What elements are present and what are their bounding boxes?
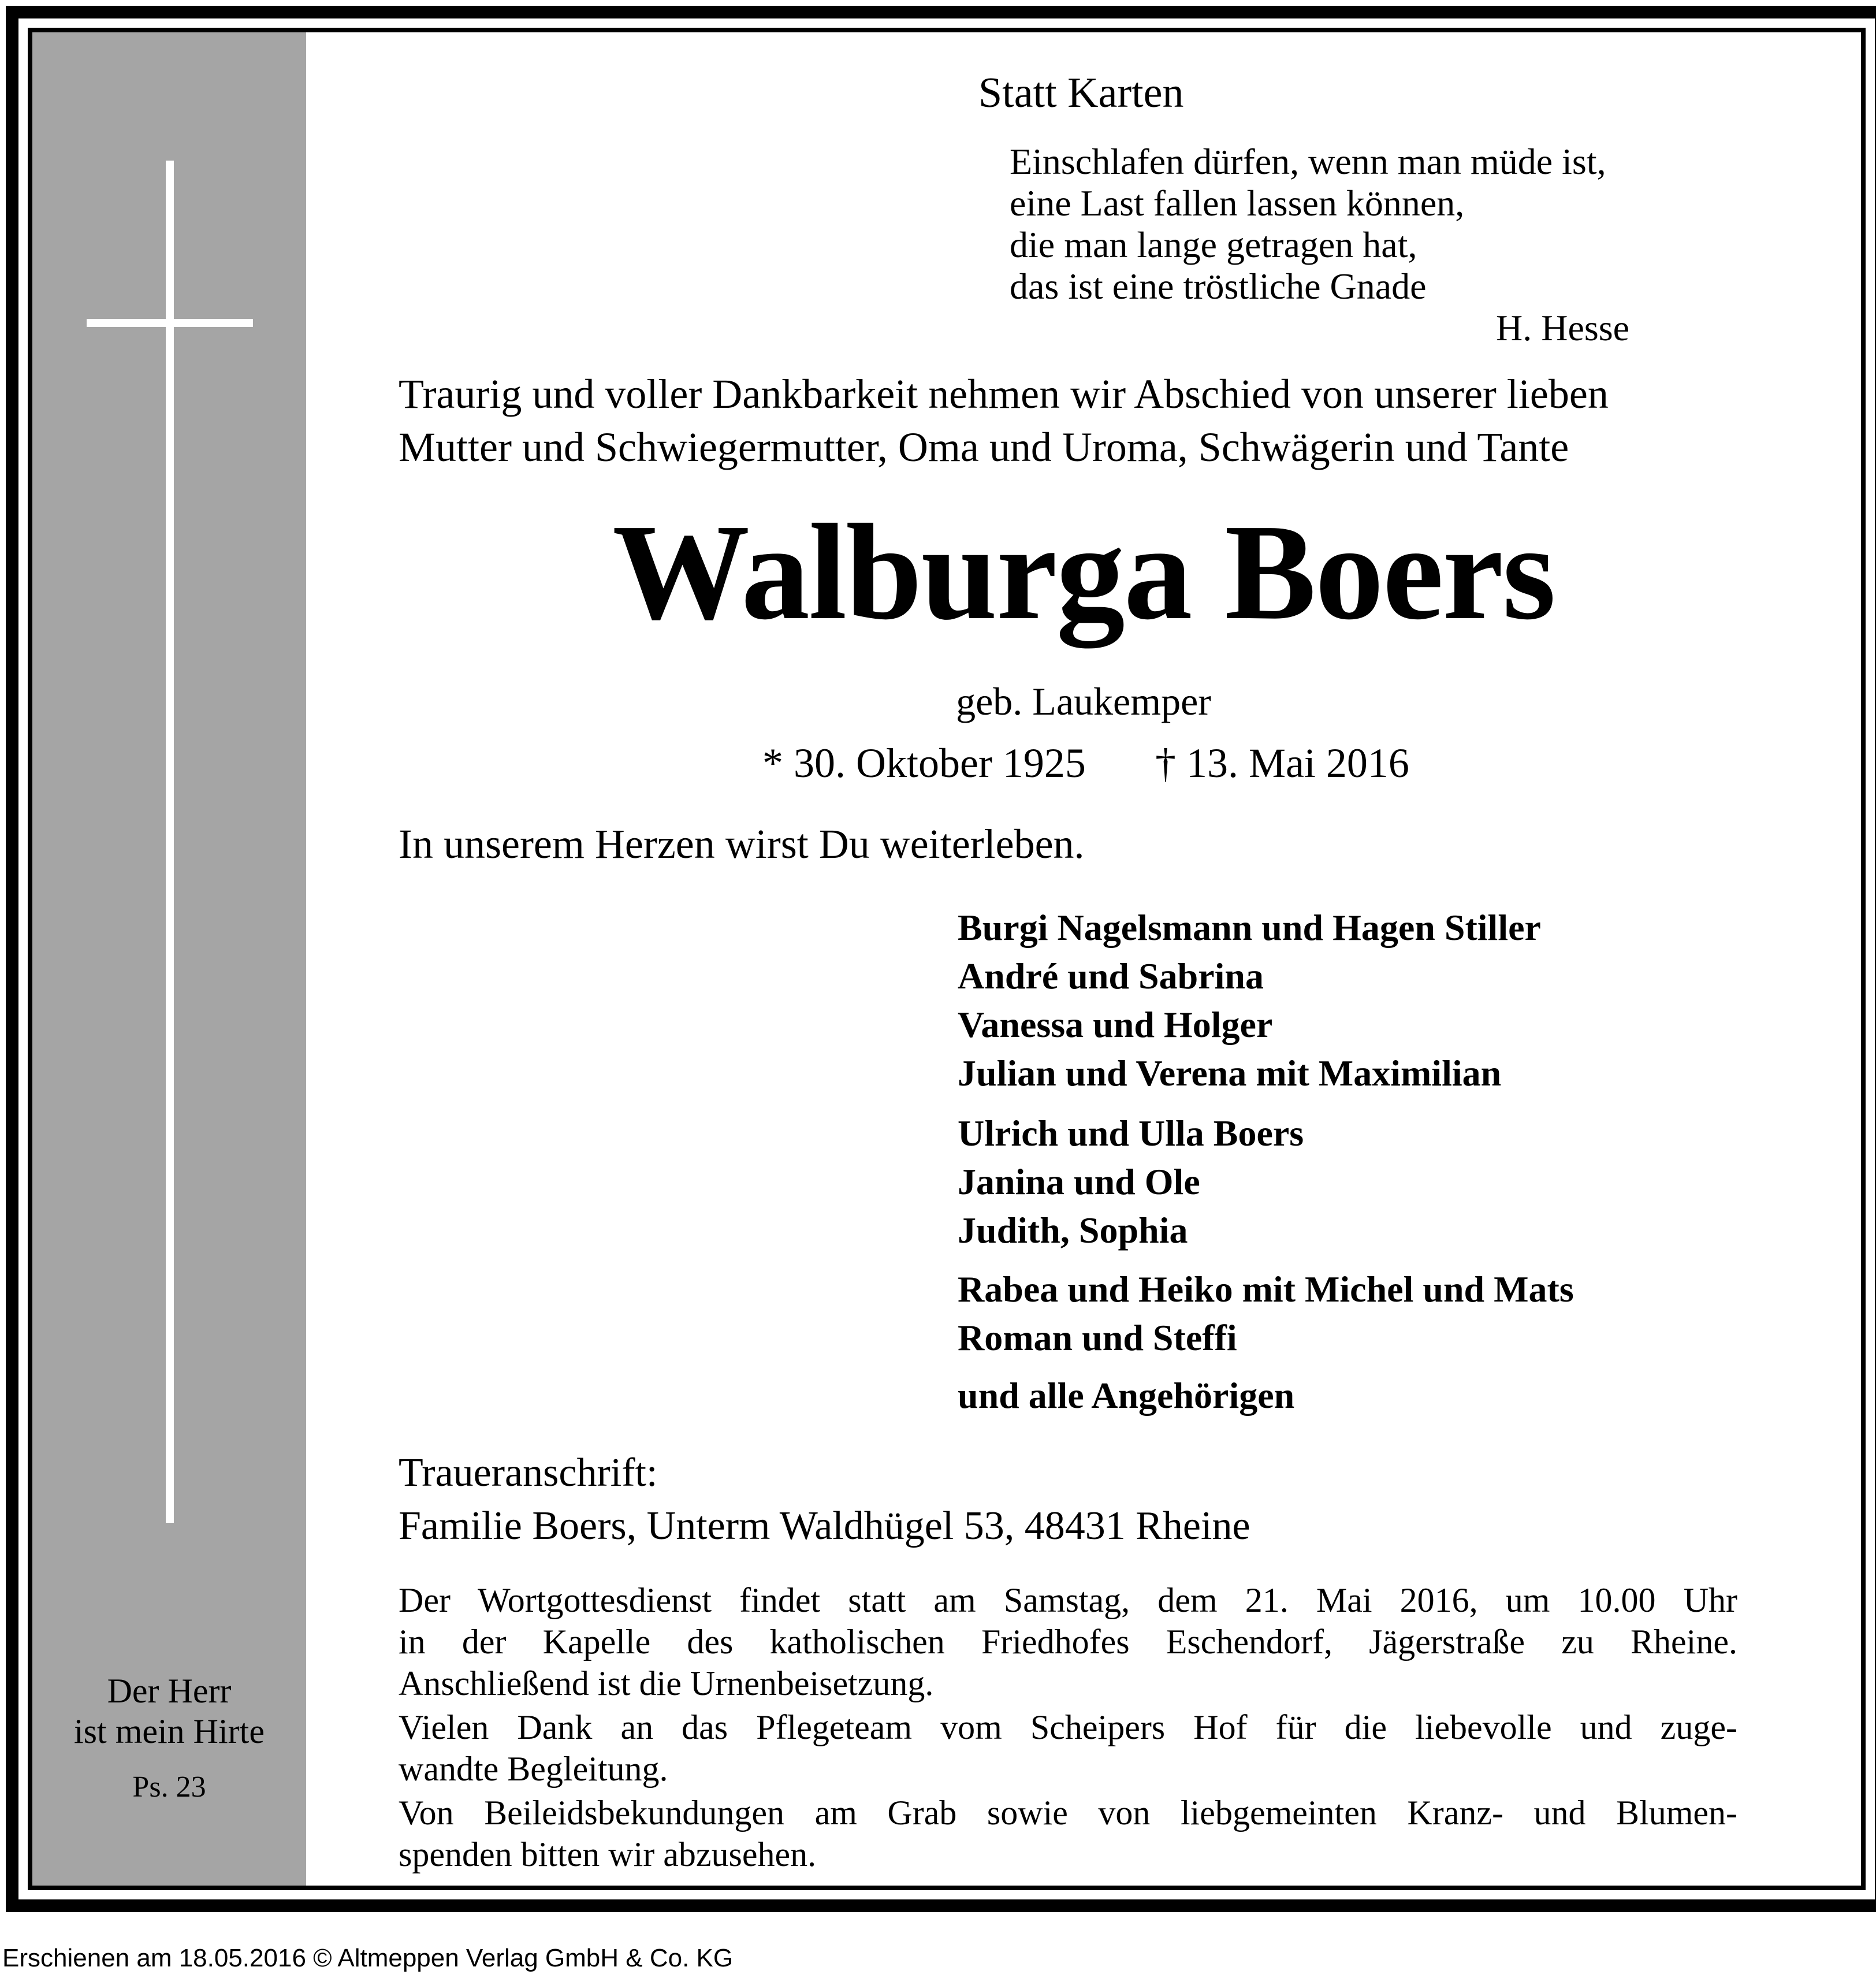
thanks-line: Vielen Dank an das Pflegeteam vom Scheipers Hof für die liebevolle und zuge- (399, 1708, 1737, 1746)
sidebar (32, 32, 306, 1886)
deceased-name: Walburga Boers (612, 496, 1555, 648)
obituary-content (306, 32, 1861, 1886)
thanks-line: wandte Begleitung. (399, 1750, 668, 1788)
family-member: Roman und Steffi (958, 1317, 1237, 1358)
service-line: Der Wortgottesdienst findet statt am Samstag, dem 21. Mai 2016, um 10.00 Uhr (399, 1581, 1737, 1619)
family-member: Julian und Verena mit Maximilian (958, 1053, 1502, 1094)
poem-line: Einschlafen dürfen, wenn man müde ist, (1010, 141, 1606, 182)
poem-author: H. Hesse (1496, 307, 1630, 348)
poem-line: eine Last fallen lassen können, (1010, 183, 1465, 224)
cross-icon-bar (87, 319, 253, 327)
birth-name: geb. Laukemper (956, 679, 1211, 723)
thanks-notice (399, 1706, 1737, 1790)
memory-line: In unserem Herzen wirst Du weiterleben. (399, 821, 1085, 867)
life-dates (762, 737, 1409, 789)
obituary-frame-inner (28, 28, 1866, 1890)
psalm-line-1: Der Herr (107, 1672, 232, 1710)
death-date: † 13. Mai 2016 (1155, 740, 1409, 786)
intro-line-2: Mutter und Schwiegermutter, Oma und Uroma, Schwägerin und Tante (399, 424, 1569, 470)
family-group-2 (958, 1109, 1304, 1255)
intro-text (399, 367, 1609, 474)
cross-icon (166, 161, 174, 1523)
psalm-line-2: ist mein Hirte (74, 1712, 265, 1750)
family-member: Judith, Sophia (958, 1210, 1188, 1251)
poem-line: das ist eine tröstliche Gnade (1010, 266, 1427, 307)
address-label: Traueranschrift: (399, 1451, 658, 1495)
service-line: Anschließend ist die Urnenbeisetzung. (399, 1664, 934, 1702)
family-member: Ulrich und Ulla Boers (958, 1113, 1304, 1154)
statt-karten-heading: Statt Karten (978, 69, 1184, 117)
donations-notice (399, 1792, 1737, 1875)
donations-line: Von Beileidsbekundungen am Grab sowie von liebgemeinten Kranz- und Blumen- (399, 1794, 1737, 1832)
family-group-1 (958, 904, 1541, 1098)
family-member: Vanessa und Holger (958, 1004, 1273, 1045)
service-line: in der Kapelle des katholischen Friedhofes Eschendorf, Jägerstraße zu Rheine. (399, 1623, 1737, 1661)
poem (1010, 141, 1606, 307)
poem-line: die man lange getragen hat, (1010, 224, 1417, 265)
obituary-frame-outer (6, 6, 1876, 1912)
family-member: Rabea und Heiko mit Michel und Mats (958, 1269, 1574, 1310)
family-member: André und Sabrina (958, 955, 1264, 997)
publication-footer: Erschienen am 18.05.2016 © Altmeppen Verlag GmbH & Co. KG (2, 1944, 734, 1972)
service-notice (399, 1579, 1737, 1704)
family-member: Burgi Nagelsmann und Hagen Stiller (958, 907, 1541, 948)
family-group-4: und alle Angehörigen (958, 1375, 1295, 1416)
family-group-3 (958, 1265, 1574, 1362)
address-value: Familie Boers, Unterm Waldhügel 53, 48431 Rheine (399, 1504, 1250, 1548)
family-member: Janina und Ole (958, 1161, 1200, 1202)
donations-line: spenden bitten wir abzusehen. (399, 1835, 817, 1873)
birth-date: * 30. Oktober 1925 (762, 740, 1086, 786)
psalm-reference: Ps. 23 (132, 1771, 206, 1804)
intro-line-1: Traurig und voller Dankbarkeit nehmen wir Abschied von unserer lieben (399, 371, 1609, 417)
